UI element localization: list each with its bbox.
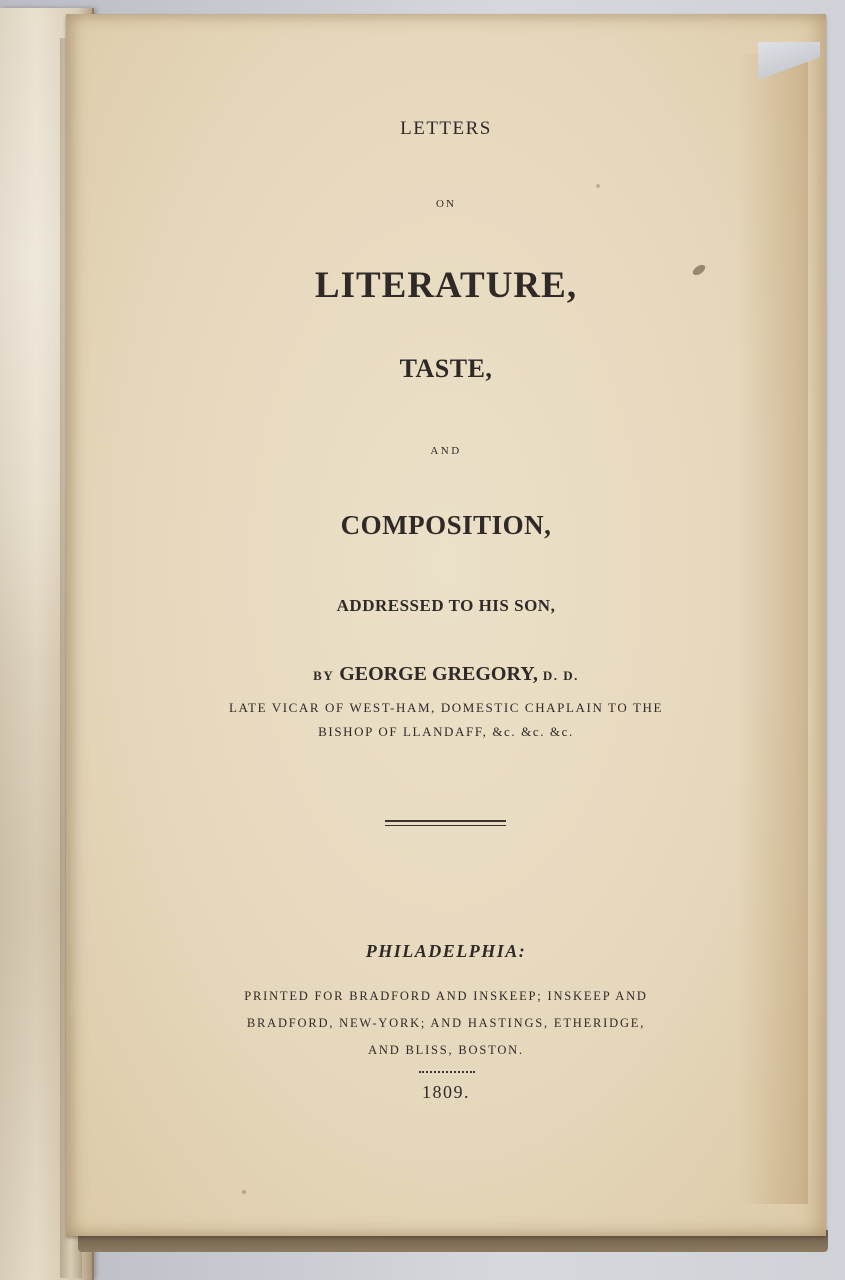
- author-name: GEORGE GREGORY,: [339, 663, 538, 685]
- dotted-rule: [419, 1071, 475, 1073]
- title-word-on: ON: [436, 198, 456, 210]
- imprint-place: PHILADELPHIA:: [365, 941, 527, 961]
- title-word-and: AND: [430, 445, 462, 457]
- title-word-composition: COMPOSITION,: [340, 510, 552, 540]
- author-position-line-2: BISHOP OF LLANDAFF, &c. &c. &c.: [318, 724, 574, 739]
- double-rule-divider: [385, 820, 506, 826]
- author-degree: D. D.: [542, 668, 579, 683]
- author-by: BY: [313, 668, 335, 683]
- ink-spot: [242, 1190, 246, 1194]
- subtitle-addressed: ADDRESSED TO HIS SON,: [336, 596, 556, 615]
- imprint-line-3: AND BLISS, BOSTON.: [368, 1043, 524, 1057]
- page-corner-tear: [758, 42, 820, 82]
- imprint-line-2: BRADFORD, NEW-YORK; AND HASTINGS, ETHERIDGE,: [246, 1016, 646, 1030]
- title-word-taste: TASTE,: [399, 354, 493, 383]
- page-foxing-stain: [738, 54, 808, 1204]
- ink-spot: [596, 184, 600, 188]
- title-page: [66, 14, 826, 1236]
- title-word-literature: LITERATURE,: [314, 265, 578, 306]
- author-position-line-1: LATE VICAR OF WEST-HAM, DOMESTIC CHAPLAIN TO THE: [228, 700, 664, 715]
- title-word-letters: LETTERS: [400, 118, 492, 139]
- author-line: [66, 663, 826, 686]
- imprint-line-1: PRINTED FOR BRADFORD AND INSKEEP; INSKEEP AND: [244, 989, 648, 1003]
- imprint-year: 1809.: [422, 1082, 470, 1102]
